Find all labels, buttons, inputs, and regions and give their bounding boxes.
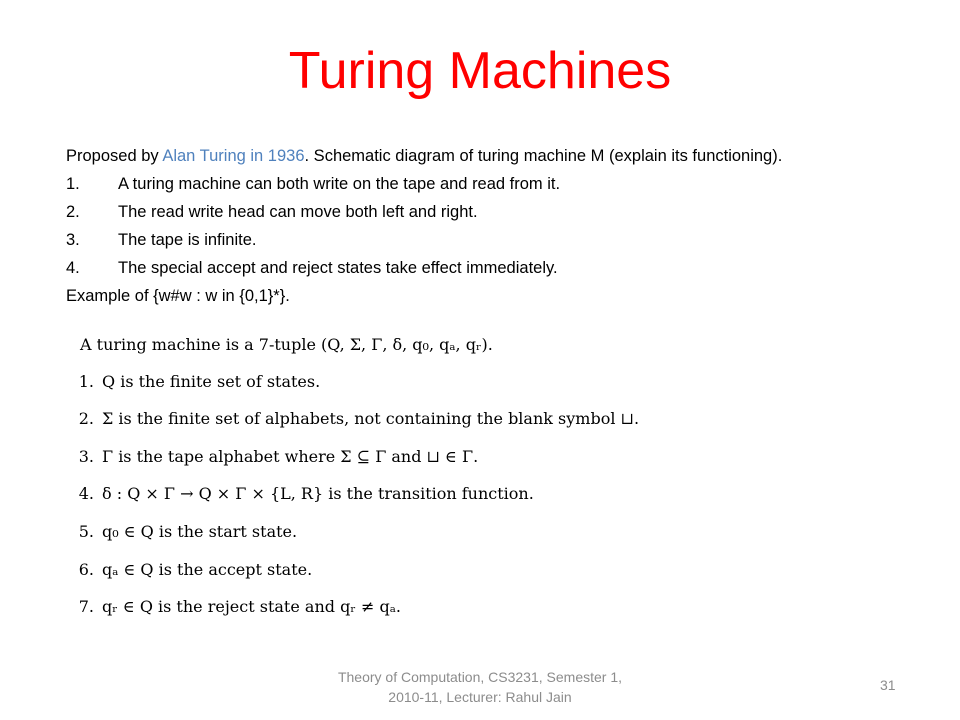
definition-text: q₀ ∈ Q is the start state. (102, 522, 298, 541)
definition-intro: A turing machine is a 7-tuple (Q, Σ, Γ, δ, q₀, qₐ, qᵣ). (80, 335, 493, 354)
definition-number: 3. (78, 447, 94, 466)
definition-number: 5. (78, 522, 94, 541)
definition-text: δ : Q × Γ → Q × Γ × {L, R} is the transition function. (102, 484, 534, 503)
definition-number: 7. (78, 597, 94, 616)
definition-item (66, 372, 320, 391)
slide-title: Turing Machines (288, 42, 672, 100)
bullet-point (66, 226, 926, 254)
bullet-point (66, 254, 926, 282)
definition-text: Σ is the finite set of alphabets, not containing the blank symbol ⊔. (102, 409, 640, 428)
intro-paragraph (66, 142, 926, 170)
definition-item (66, 522, 297, 541)
definition-item (66, 560, 312, 579)
definition-number: 6. (78, 560, 94, 579)
alan-turing-link[interactable]: Alan Turing in 1936 (162, 147, 305, 165)
intro-prefix: Proposed by (66, 147, 163, 165)
bullet-point (66, 170, 926, 198)
bullet-number: 3. (66, 231, 80, 249)
definition-text: qᵣ ∈ Q is the reject state and qᵣ ≠ qₐ. (102, 597, 401, 616)
bullet-text: The read write head can move both left and right. (118, 203, 478, 221)
bullet-text: The special accept and reject states take effect immediately. (118, 259, 558, 277)
bullet-text: A turing machine can both write on the tape and read from it. (118, 175, 561, 193)
page-number: 31 (880, 677, 896, 693)
definition-text: Q is the finite set of states. (102, 372, 321, 391)
definition-item (66, 484, 534, 503)
bullet-number: 4. (66, 259, 80, 277)
definition-number: 2. (78, 409, 94, 428)
slide-footer: Theory of Computation, CS3231, Semester 1, 2010-11, Lecturer: Rahul Jain (337, 669, 623, 705)
bullet-point (66, 198, 926, 226)
example-line: Example of {w#w : w in {0,1}*}. (66, 287, 290, 305)
definition-text: qₐ ∈ Q is the accept state. (102, 560, 313, 579)
intro-suffix: . Schematic diagram of turing machine M (explain its functioning). (304, 147, 783, 165)
definition-item (66, 597, 401, 616)
definition-item (66, 447, 478, 466)
bullet-text: The tape is infinite. (118, 231, 257, 249)
definition-number: 4. (78, 484, 94, 503)
definition-item (66, 409, 639, 428)
definition-text: Γ is the tape alphabet where Σ ⊆ Γ and ⊔ ∈ Γ. (102, 447, 479, 466)
bullet-number: 1. (66, 175, 80, 193)
definition-number: 1. (78, 372, 94, 391)
slide-body (66, 142, 926, 310)
bullet-number: 2. (66, 203, 80, 221)
